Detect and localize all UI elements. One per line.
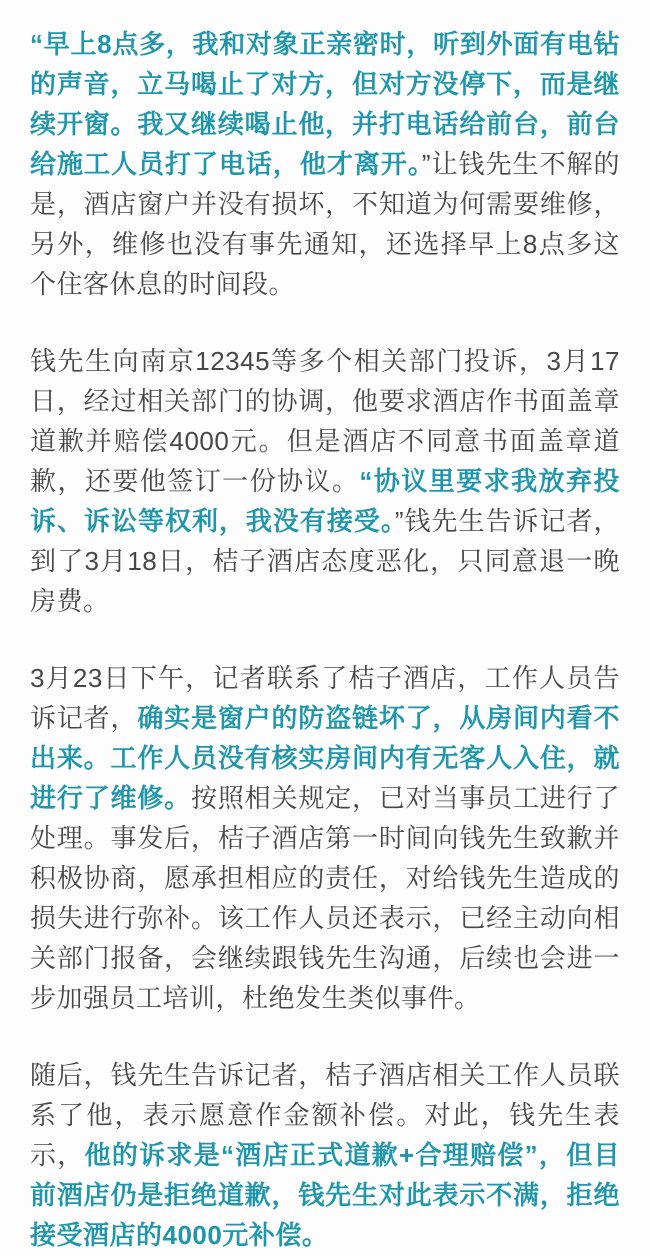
highlight-text: 他的诉求是“酒店正式道歉+合理赔偿”，但目前酒店仍是拒绝道歉，钱先生对此表示不满，拒绝接受酒店的4000元补偿。 [30, 1140, 620, 1250]
paragraph [30, 1055, 620, 1255]
body-text: 按照相关规定，已对当事员工进行了处理。事发后，桔子酒店第一时间向钱先生致歉并积极协商，愿承担相应的责任，对给钱先生造成的损失进行弥补。该工作人员还表示，已经主动向相关部门报备，会继续跟钱先生沟通，后续也会进一步加强员工培训，杜绝发生类似事件。 [30, 783, 620, 1013]
paragraph [30, 658, 620, 1018]
body-text: 随后，钱先生告诉记者，桔子酒店相关工作人员联系了他，表示愿意作金额补偿。对此，钱先生表示， [30, 1060, 620, 1170]
highlight-text: “协议里要求我放弃投诉、诉讼等权利，我没有接受。 [30, 466, 620, 536]
body-text: ”让钱先生不解的是，酒店窗户并没有损坏，不知道为何需要维修，另外，维修也没有事先通知，还选择早上8点多这个住客休息的时间段。 [30, 149, 620, 299]
body-text: 钱先生向南京12345等多个相关部门投诉，3月17日，经过相关部门的协调，他要求酒店作书面盖章道歉并赔偿4000元。但是酒店不同意书面盖章道歉，还要他签订一份协议。 [30, 346, 620, 496]
body-text: 3月23日下午，记者联系了桔子酒店，工作人员告诉记者， [30, 663, 620, 733]
body-text: ”钱先生告诉记者，到了3月18日，桔子酒店态度恶化，只同意退一晚房费。 [30, 506, 620, 616]
paragraph [30, 341, 620, 621]
paragraph [30, 24, 620, 304]
highlight-text: “早上8点多，我和对象正亲密时，听到外面有电钻的声音，立马喝止了对方，但对方没停下，而是继续开窗。我又继续喝止他，并打电话给前台，前台给施工人员打了电话，他才离开。 [30, 29, 620, 179]
highlight-text: 确实是窗户的防盗链坏了，从房间内看不出来。工作人员没有核实房间内有无客人入住，就进行了维修。 [30, 703, 620, 813]
